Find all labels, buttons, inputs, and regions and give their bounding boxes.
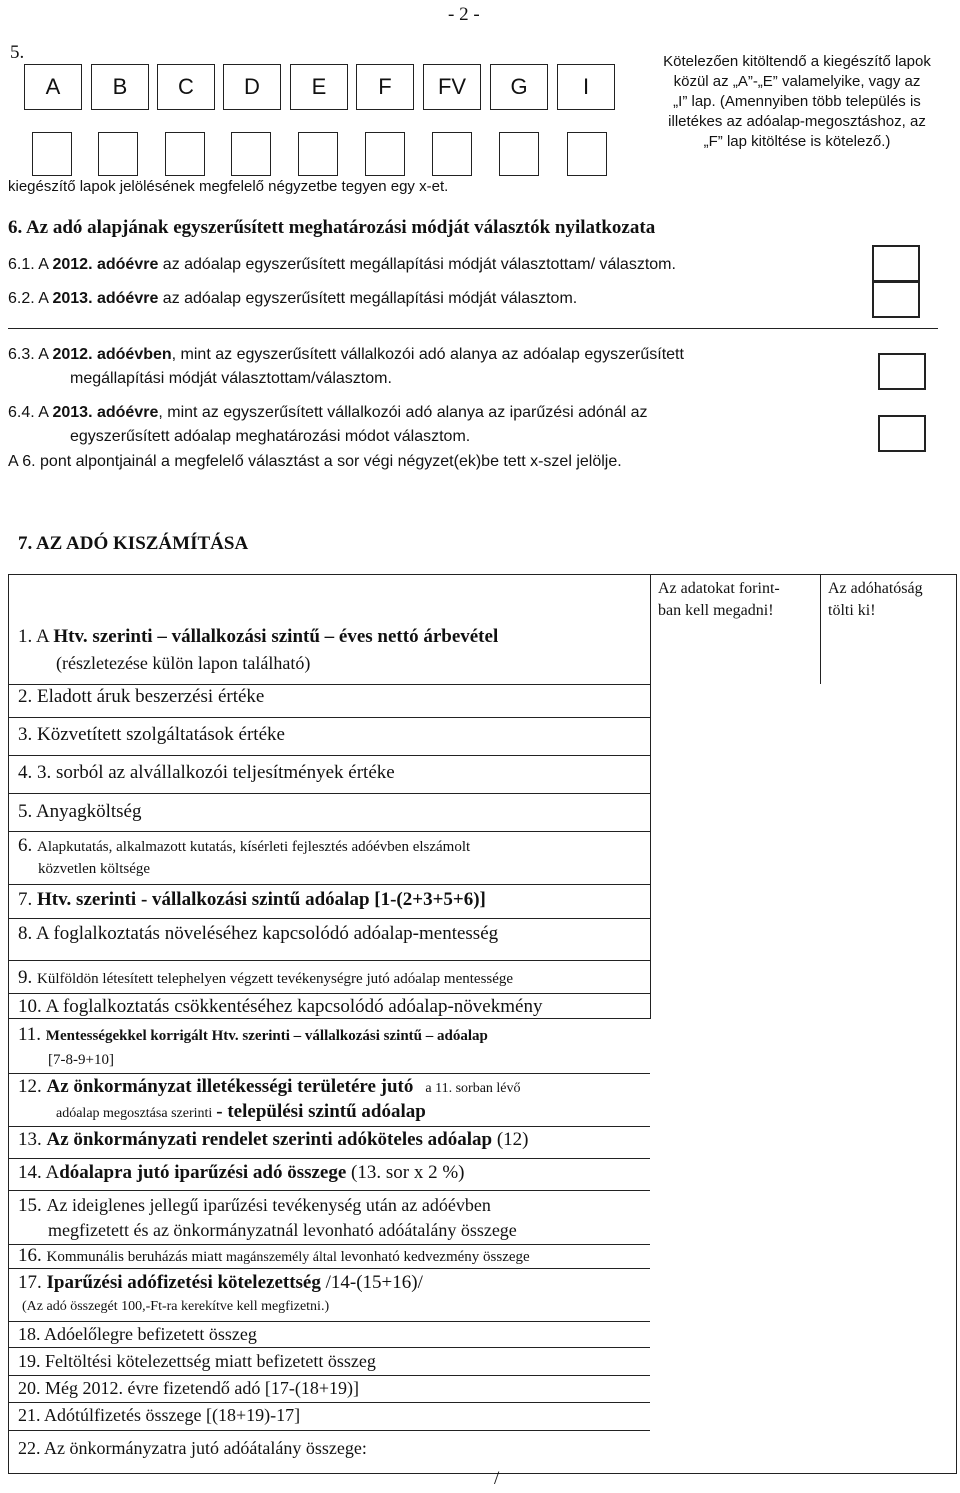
page-number: - 2 -: [448, 4, 480, 25]
sheet-note-line: „F” lap kitöltése is kötelező.): [703, 133, 891, 150]
sheet-note-line: közül az „A”-„E” valamelyike, vagy az: [673, 73, 921, 90]
section5-number: 5.: [10, 42, 25, 63]
item-6-3-text: , mint az egyszerűsített vállalkozói adó alanya az adóalap egyszerűsített: [171, 346, 684, 363]
row-1-prefix: 1. A: [18, 626, 54, 647]
item-6-2-text: az adóalap egyszerűsített megállapítási módját választom.: [158, 290, 578, 307]
item-6-1-year: 2012. adóévre: [52, 256, 159, 273]
row-separator: [8, 755, 650, 756]
row-separator: [8, 1018, 650, 1019]
row-13-num: 13.: [18, 1129, 47, 1150]
header-forint-line: ban kell megadni!: [658, 602, 774, 619]
row-16-text-small: magánszemély által: [226, 1250, 337, 1265]
row-9: [18, 967, 513, 989]
item-6-4-text: , mint az egyszerűsített vállalkozói adó alanya az iparűzési adónál az: [158, 404, 648, 421]
divider: [8, 328, 938, 329]
table-column-divider: [650, 574, 651, 1019]
row-16: [18, 1245, 648, 1267]
row-16-text-end: levonható kedvezmény összege: [336, 1249, 530, 1265]
row-11: [18, 1024, 488, 1046]
row-13-note: (12): [492, 1129, 529, 1150]
row-15-text: Az ideiglenes jellegű iparűzési tevékenység után az adóévben: [46, 1195, 491, 1215]
row-12-cont: [56, 1101, 426, 1123]
item-6-3: [8, 346, 684, 364]
row-12-num: 12.: [18, 1076, 47, 1097]
checkbox-sheet-e[interactable]: [298, 132, 338, 176]
header-authority-line: tölti ki!: [828, 602, 876, 619]
row-separator: [8, 793, 650, 794]
item-6-1-text: az adóalap egyszerűsített megállapítási módját választottam/ választom.: [158, 256, 676, 273]
sheet-note-line: Kötelezően kitöltendő a kiegészítő lapok: [663, 53, 931, 70]
header-forint: [658, 578, 780, 622]
sheet-letter-a: A: [24, 64, 82, 110]
checkbox-sheet-d[interactable]: [231, 132, 271, 176]
row-13-title: Az önkormányzati rendelet szerinti adóköteles adóalap: [46, 1129, 493, 1150]
row-separator: [8, 1126, 650, 1127]
row-6-num: 6.: [18, 835, 37, 856]
row-separator: [8, 831, 650, 832]
row-17: [18, 1272, 423, 1294]
checkbox-6-1[interactable]: [872, 245, 920, 283]
row-6-text: Alapkutatás, alkalmazott kutatás, kísérleti fejlesztés adóévben elszámolt: [37, 839, 471, 855]
table-border-left: [8, 574, 9, 1474]
row-separator: [8, 717, 650, 718]
item-6-4-cont: egyszerűsített adóalap meghatározási módot választom.: [70, 428, 471, 445]
sheet-letter-fv: FV: [423, 64, 481, 110]
row-9-num: 9.: [18, 967, 37, 988]
row-11-num: 11.: [18, 1024, 46, 1045]
row-12-note-cont: adóalap megosztása szerinti: [56, 1106, 213, 1121]
checkbox-6-4[interactable]: [878, 415, 926, 452]
item-6-2: [8, 290, 577, 308]
row-12-note: a 11. sorban lévő: [425, 1081, 521, 1096]
checkbox-6-2[interactable]: [872, 280, 920, 318]
sheet-letter-i: I: [557, 64, 615, 110]
item-6-4-prefix: 6.4. A: [8, 404, 53, 421]
row-15-cont: megfizetett és az önkormányzatnál levonható adóátalány összege: [48, 1220, 517, 1240]
checkbox-sheet-g[interactable]: [499, 132, 539, 176]
row-14-num: 14. A: [18, 1162, 60, 1183]
row-separator: [8, 1190, 650, 1191]
row-1-title: Htv. szerinti – vállalkozási szintű – éves nettó árbevétel: [53, 626, 499, 647]
row-7-title: Htv. szerinti - vállalkozási szintű adóalap [1-(2+3+5+6)]: [37, 889, 486, 910]
row-1-note: (részletezése külön lapon található): [56, 653, 311, 673]
row-10: 10. A foglalkoztatás csökkentéséhez kapcsolódó adóalap-növekmény: [18, 996, 543, 1017]
row-19: 19. Feltöltési kötelezettség miatt befizetett összeg: [18, 1351, 376, 1371]
row-21: 21. Adótúlfizetés összege [(18+19)-17]: [18, 1405, 301, 1425]
row-17-num: 17.: [18, 1272, 47, 1293]
header-forint-line: Az adatokat forint-: [658, 580, 780, 597]
slash-mark: /: [494, 1468, 500, 1489]
table-column-divider: [820, 574, 821, 684]
row-11-title: Mentességekkel korrigált Htv. szerinti – vállalkozási szintű – adóalap: [45, 1028, 488, 1044]
item-6-1: [8, 256, 676, 274]
sheet-letter-g: G: [490, 64, 548, 110]
item-6-2-prefix: 6.2. A: [8, 290, 53, 307]
row-separator: [8, 1321, 650, 1322]
row-14-note: (13. sor x 2 %): [346, 1162, 465, 1183]
row-11-formula: [7-8-9+10]: [48, 1052, 114, 1068]
row-4: 4. 3. sorból az alvállalkozói teljesítmények értéke: [18, 762, 395, 783]
row-6-cont: közvetlen költsége: [38, 861, 151, 877]
row-9-text: Külföldön létesített telephelyen végzett tevékenységre jutó adóalap mentessége: [37, 971, 514, 987]
checkbox-sheet-i[interactable]: [567, 132, 607, 176]
row-15-num: 15.: [18, 1195, 47, 1216]
sheet-note: [640, 52, 954, 152]
row-separator: [8, 1347, 650, 1348]
row-12-title: Az önkormányzat illetékességi területére jutó: [46, 1076, 414, 1097]
item-6-3-year: 2012. adóévben: [52, 346, 172, 363]
table-border-top: [8, 574, 957, 575]
row-5: 5. Anyagköltség: [18, 801, 142, 822]
row-2: 2. Eladott áruk beszerzési értéke: [18, 686, 265, 707]
row-6: [18, 835, 470, 857]
row-15: [18, 1195, 491, 1217]
row-separator: [8, 1073, 650, 1074]
row-separator: [8, 1375, 650, 1376]
row-1: [18, 626, 498, 648]
checkbox-6-3[interactable]: [878, 353, 926, 390]
item-6-3-cont: megállapítási módját választottam/választom.: [70, 370, 392, 387]
table-border-bottom: [8, 1473, 957, 1474]
sheet-letter-e: E: [290, 64, 348, 110]
row-12: [18, 1076, 521, 1098]
row-14-title: dóalapra jutó iparűzési adó összege: [59, 1162, 347, 1183]
section7-title: 7. AZ ADÓ KISZÁMÍTÁSA: [18, 533, 249, 554]
header-authority: [828, 578, 923, 622]
sheet-letter-b: B: [91, 64, 149, 110]
row-17-title: Iparűzési adófizetési kötelezettség: [46, 1272, 326, 1293]
row-16-text: Kommunális beruházás miatt: [46, 1249, 227, 1265]
sheet-letter-d: D: [223, 64, 281, 110]
row-17-note: (Az adó összegét 100,-Ft-ra kerekítve kell megfizetni.): [22, 1299, 330, 1314]
sheet-letter-c: C: [157, 64, 215, 110]
row-separator: [8, 1158, 650, 1159]
row-separator: [8, 993, 650, 994]
checkbox-sheet-c[interactable]: [165, 132, 205, 176]
row-separator: [8, 1402, 650, 1403]
sheet-instruction: kiegészítő lapok jelölésének megfelelő négyzetbe tegyen egy x-et.: [8, 178, 449, 195]
item-6-3-prefix: 6.3. A: [8, 346, 53, 363]
row-13: [18, 1129, 529, 1151]
sheet-note-line: „I” lap. (Amennyiben több település is: [673, 93, 921, 110]
row-18: 18. Adóelőlegre befizetett összeg: [18, 1324, 257, 1344]
row-separator: [8, 1268, 650, 1269]
row-8: 8. A foglalkoztatás növeléséhez kapcsolódó adóalap-mentesség: [18, 923, 499, 944]
row-12-subtitle: - települési szintű adóalap: [216, 1101, 426, 1122]
row-22: 22. Az önkormányzatra jutó adóátalány összege:: [18, 1438, 367, 1458]
table-border-right: [956, 574, 957, 1474]
item-6-1-prefix: 6.1. A: [8, 256, 53, 273]
section6-title: 6. Az adó alapjának egyszerűsített meghatározási módját választók nyilatkozata: [8, 217, 656, 238]
checkbox-sheet-f[interactable]: [365, 132, 405, 176]
header-authority-line: Az adóhatóság: [828, 580, 923, 597]
row-20: 20. Még 2012. évre fizetendő adó [17-(18+19)]: [18, 1378, 360, 1398]
row-14: [18, 1162, 465, 1184]
checkbox-sheet-b[interactable]: [98, 132, 138, 176]
section6-footer: A 6. pont alpontjainál a megfelelő választást a sor végi négyzet(ek)be tett x-szel jelölje.: [8, 453, 622, 470]
sheet-note-line: illetékes az adóalap-megosztáshoz, az: [668, 113, 926, 130]
checkbox-sheet-fv[interactable]: [432, 132, 472, 176]
item-6-4: [8, 404, 648, 422]
row-7-num: 7.: [18, 889, 37, 910]
row-3: 3. Közvetített szolgáltatások értéke: [18, 724, 285, 745]
item-6-2-year: 2013. adóévre: [52, 290, 159, 307]
row-7: [18, 889, 486, 911]
row-separator: [8, 960, 650, 961]
item-6-4-year: 2013. adóévre: [52, 404, 159, 421]
row-separator: [8, 918, 650, 919]
row-separator: [8, 684, 650, 685]
row-16-num: 16.: [18, 1245, 47, 1266]
row-separator: [8, 1430, 650, 1431]
row-separator: [8, 884, 650, 885]
checkbox-sheet-a[interactable]: [32, 132, 72, 176]
sheet-letter-f: F: [356, 64, 414, 110]
row-17-formula: /14-(15+16)/: [325, 1272, 423, 1293]
